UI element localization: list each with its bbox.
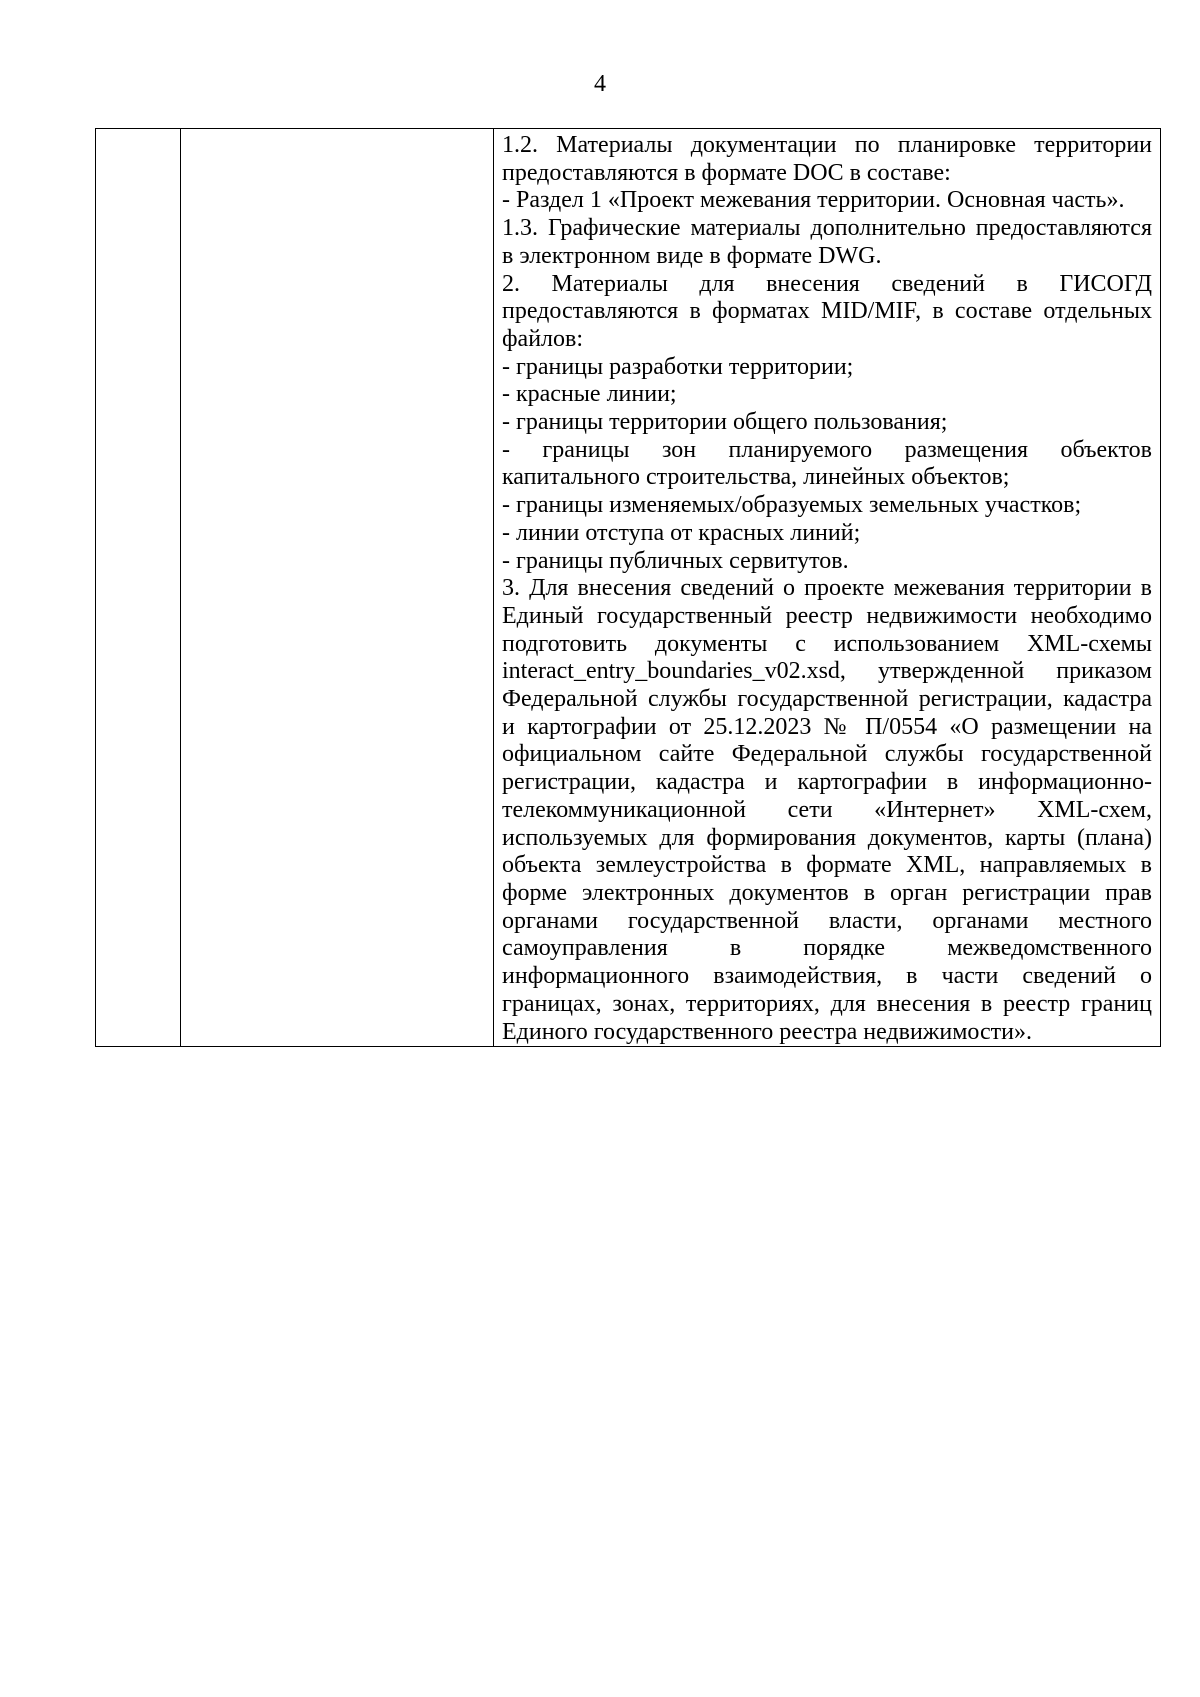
table-cell-number [96,129,181,1047]
list-item-construction-zones: - границы зон планируемого размещения объектов капитального строительства, линейных объектов; [502,436,1152,491]
list-item-public-territory: - границы территории общего пользования; [502,409,948,436]
requirements-table [95,128,1161,1047]
list-item-setback-lines: - линии отступа от красных линий; [502,519,861,546]
list-item-public-servitudes: - границы публичных сервитутов. [502,547,849,574]
table-cell-title [181,129,494,1047]
paragraph-1-2: 1.2. Материалы документации по планировке территории предоставляются в формате DOC в составе: [502,132,1152,186]
table-cell-content [494,129,1161,1047]
paragraph-2: 2. Материалы для внесения сведений в ГИСОГД предоставляются в форматах MID/MIF, в составе отдельных файлов: [502,270,1152,352]
list-item-red-lines: - красные линии; [502,381,677,408]
table-row [96,129,1161,1047]
cell-text-block [494,129,1160,1046]
paragraph-1-3: 1.3. Графические материалы дополнительно предоставляются в электронном виде в формате DWG. [502,215,1152,269]
paragraph-3: 3. Для внесения сведений о проекте межевания территории в Единый государственный реестр недвижимости необходимо подготовить документы с использованием XML-схемы interact_entry_boundaries_v02.xsd, утвержденной приказом Федеральной службы государственной регистрации, кадастра и картографии от 25.12.2023 № П/0554 «О размещении на официальном сайте Федеральной службы государственной регистрации, кадастра и картографии в информационно-телекоммуникационной сети «Интернет» XML-схем, используемых для формирования документов, карты (плана) объекта землеустройства в формате XML, направляемых в форме электронных документов в орган регистрации прав органами государственной власти, органами местного самоуправления в порядке межведомственного информационного взаимодействия, в части сведений о границах, зонах, территориях, для внесения в реестр границ Единого государственного реестра недвижимости». [502,575,1152,1045]
list-item-development-boundaries: - границы разработки территории; [502,353,854,380]
paragraph-section-1: - Раздел 1 «Проект межевания территории. Основная часть». [502,187,1125,214]
page-number: 4 [594,71,606,97]
list-item-land-plots: - границы изменяемых/образуемых земельных участков; [502,492,1082,519]
